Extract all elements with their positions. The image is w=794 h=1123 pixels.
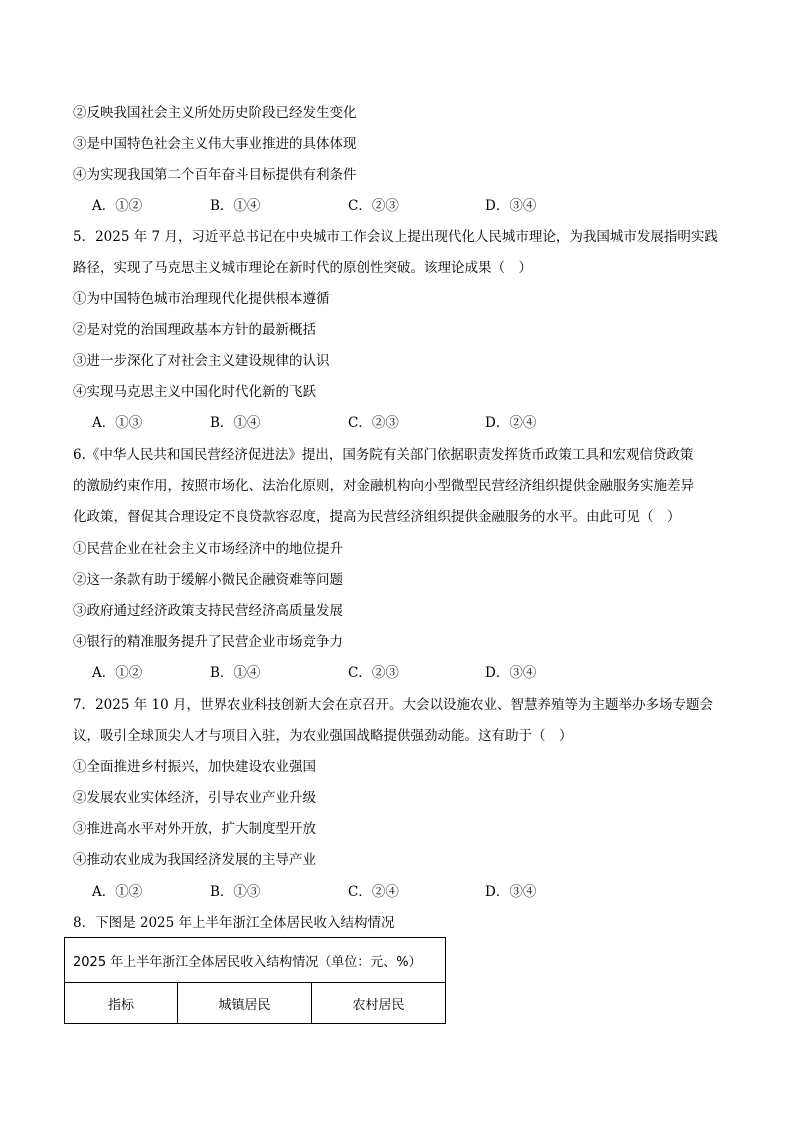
table-title: 2025 年上半年浙江全体居民收入结构情况（单位：元、%） (65, 938, 445, 983)
table-header-urban: 城镇居民 (178, 983, 312, 1024)
income-structure-table (64, 937, 446, 1024)
q7-option-c[interactable]: C．②④ (348, 884, 399, 900)
q7-item-3: ③推进高水平对外开放，扩大制度型开放 (73, 821, 316, 837)
q6-item-3: ③政府通过经济政策支持民营经济高质量发展 (73, 603, 343, 619)
q7-item-1: ①全面推进乡村振兴，加快建设农业强国 (73, 759, 316, 775)
q5-option-a[interactable]: A．①③ (92, 415, 143, 431)
q6-item-2: ②这一条款有助于缓解小微民企融资难等问题 (73, 572, 343, 588)
q5-item-3: ③进一步深化了对社会主义建设规律的认识 (73, 353, 330, 369)
q4-option-c[interactable]: C．②③ (348, 198, 399, 214)
q5-item-2: ②是对党的治国理政基本方针的最新概括 (73, 322, 316, 338)
q6-option-b[interactable]: B．①④ (210, 665, 261, 681)
q6-option-a[interactable]: A．①② (92, 665, 143, 681)
q7-option-d[interactable]: D．③④ (485, 884, 537, 900)
q7-item-4: ④推动农业成为我国经济发展的主导产业 (73, 852, 316, 868)
q6-stem-line-3: 化政策，督促其合理设定不良贷款容忍度，提高为民营经济组织提供金融服务的水平。由此可见（ ） (73, 509, 681, 525)
q6-item-4: ④银行的精准服务提升了民营企业市场竞争力 (73, 634, 343, 650)
q4-item-4: ④为实现我国第二个百年奋斗目标提供有利条件 (73, 167, 357, 183)
q5-option-b[interactable]: B．①④ (210, 415, 261, 431)
q7-option-a[interactable]: A．①② (92, 884, 143, 900)
q6-item-1: ①民营企业在社会主义市场经济中的地位提升 (73, 541, 343, 557)
q4-option-b[interactable]: B．①④ (210, 198, 261, 214)
q7-item-2: ②发展农业实体经济，引导农业产业升级 (73, 790, 316, 806)
q7-stem-line-1: 7．2025 年 10 月，世界农业科技创新大会在京召开。大会以设施农业、智慧养殖等为主题举办多场专题会 (73, 697, 713, 713)
q5-item-4: ④实现马克思主义中国化时代化新的飞跃 (73, 384, 316, 400)
q6-option-d[interactable]: D．③④ (485, 665, 537, 681)
q6-option-c[interactable]: C．②③ (348, 665, 399, 681)
q4-item-2: ②反映我国社会主义所处历史阶段已经发生变化 (73, 105, 357, 121)
q6-stem-line-1: 6.《中华人民共和国民营经济促进法》提出，国务院有关部门依据职责发挥货币政策工具和宏观信贷政策 (73, 447, 694, 463)
q5-stem-line-2: 路径，实现了马克思主义城市理论在新时代的原创性突破。该理论成果（ ） (73, 260, 532, 276)
q4-option-d[interactable]: D．③④ (485, 198, 537, 214)
q4-option-a[interactable]: A．①② (92, 198, 143, 214)
q8-stem: 8．下图是 2025 年上半年浙江全体居民收入结构情况 (73, 915, 395, 931)
q6-stem-line-2: 的激励约束作用，按照市场化、法治化原则，对金融机构向小型微型民营经济组织提供金融服务实施差异 (73, 478, 694, 494)
table-header-indicator: 指标 (65, 983, 178, 1024)
q5-stem-line-1: 5．2025 年 7 月，习近平总书记在中央城市工作会议上提出现代化人民城市理论，为我国城市发展指明实践 (73, 229, 718, 245)
q7-option-b[interactable]: B．①③ (210, 884, 261, 900)
q4-item-3: ③是中国特色社会主义伟大事业推进的具体体现 (73, 136, 357, 152)
q5-option-c[interactable]: C．②③ (348, 415, 399, 431)
q7-stem-line-2: 议，吸引全球顶尖人才与项目入驻，为农业强国战略提供强劲动能。这有助于（ ） (73, 728, 573, 744)
q5-option-d[interactable]: D．②④ (485, 415, 537, 431)
table-header-rural: 农村居民 (352, 998, 405, 1013)
q5-item-1: ①为中国特色城市治理现代化提供根本遵循 (73, 291, 330, 307)
